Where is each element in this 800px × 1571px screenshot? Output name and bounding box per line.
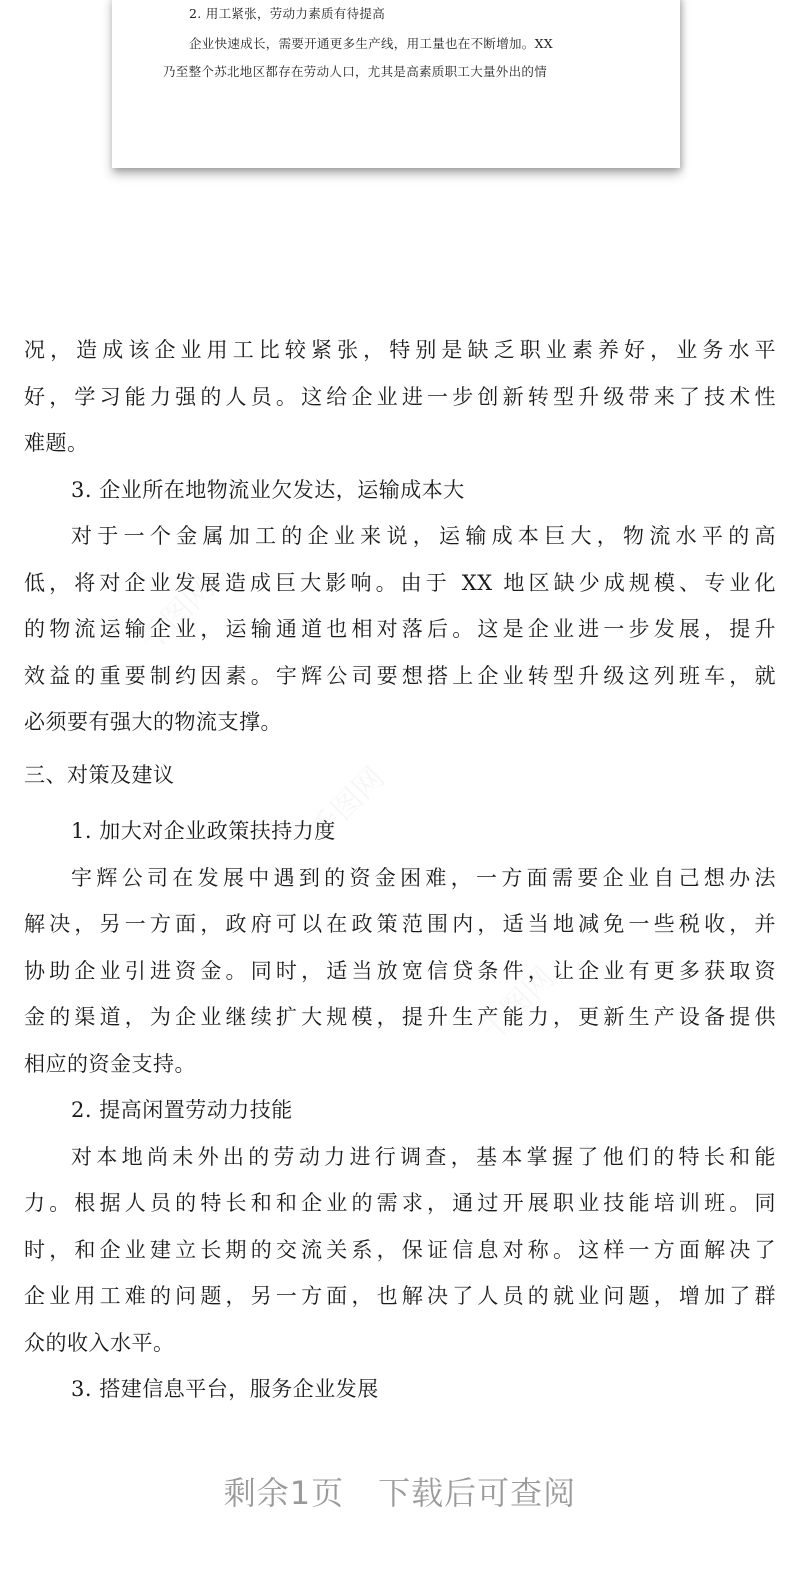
paragraph-line: 况，造成该企业用工比较紧张，特别是缺乏职业素养好，业务水平 — [24, 338, 776, 362]
subheading: 1. 加大对企业政策扶持力度 — [71, 819, 336, 843]
document-body — [24, 327, 776, 1413]
paragraph-line: 宇辉公司在发展中遇到的资金困难，一方面需要企业自己想办法 — [71, 865, 776, 890]
watermark: 千图网 — [133, 570, 222, 659]
paragraph-line: 效益的重要制约因素。宇辉公司要想搭上企业转型升级这列班车，就 — [24, 663, 776, 688]
watermark: 千图网 — [473, 960, 562, 1049]
paragraph-line: 协助企业引进资金。同时，适当放宽信贷条件，让企业有更多获取资 — [24, 958, 776, 983]
subheading: 3. 搭建信息平台，服务企业发展 — [71, 1377, 379, 1401]
paragraph-line: 对本地尚未外出的劳动力进行调查，基本掌握了他们的特长和能 — [71, 1144, 776, 1169]
section-heading: 三、对策及建议 — [24, 762, 175, 787]
preview-text-line: 乃至整个苏北地区都存在劳动人口，尤其是高素质职工大量外出的情 — [163, 64, 548, 79]
paragraph-line: 众的收入水平。 — [24, 1330, 175, 1355]
paragraph-line: 解决，另一方面，政府可以在政策范围内，适当地减免一些税收，并 — [24, 912, 776, 936]
download-prompt[interactable] — [0, 1468, 800, 1514]
paragraph-line: 对于一个金属加工的企业来说，运输成本巨大，物流水平的高 — [71, 524, 776, 548]
document-preview-card — [112, 0, 680, 168]
subheading: 3. 企业所在地物流业欠发达，运输成本大 — [71, 477, 465, 502]
download-to-view-text: 下载后可查阅 — [378, 1474, 577, 1512]
watermark: 千图网 — [303, 760, 392, 849]
paragraph-line: 难题。 — [24, 431, 89, 455]
paragraph-line: 必须要有强大的物流支撑。 — [24, 710, 282, 734]
paragraph-line: 好，学习能力强的人员。这给企业进一步创新转型升级带来了技术性 — [24, 384, 776, 409]
paragraph-line: 低，将对企业发展造成巨大影响。由于 XX 地区缺少成规模、专业化 — [24, 570, 776, 595]
paragraph-line: 相应的资金支持。 — [24, 1051, 196, 1076]
paragraph-line: 力。根据人员的特长和和企业的需求，通过开展职业技能培训班。同 — [24, 1191, 776, 1215]
subheading: 2. 提高闲置劳动力技能 — [71, 1098, 293, 1122]
preview-text-line: 企业快速成长，需要开通更多生产线，用工量也在不断增加。XX — [189, 36, 553, 51]
preview-heading: 2. 用工紧张，劳动力素质有待提高 — [189, 6, 386, 21]
paragraph-line: 时，和企业建立长期的交流关系，保证信息对称。这样一方面解决了 — [24, 1237, 776, 1262]
paragraph-line: 企业用工难的问题，另一方面，也解决了人员的就业问题，增加了群 — [24, 1284, 776, 1308]
paragraph-line: 金的渠道，为企业继续扩大规模，提升生产能力，更新生产设备提供 — [24, 1005, 776, 1029]
remaining-pages-text: 剩余1页 — [223, 1474, 345, 1512]
paragraph-line: 的物流运输企业，运输通道也相对落后。这是企业进一步发展，提升 — [24, 617, 776, 641]
